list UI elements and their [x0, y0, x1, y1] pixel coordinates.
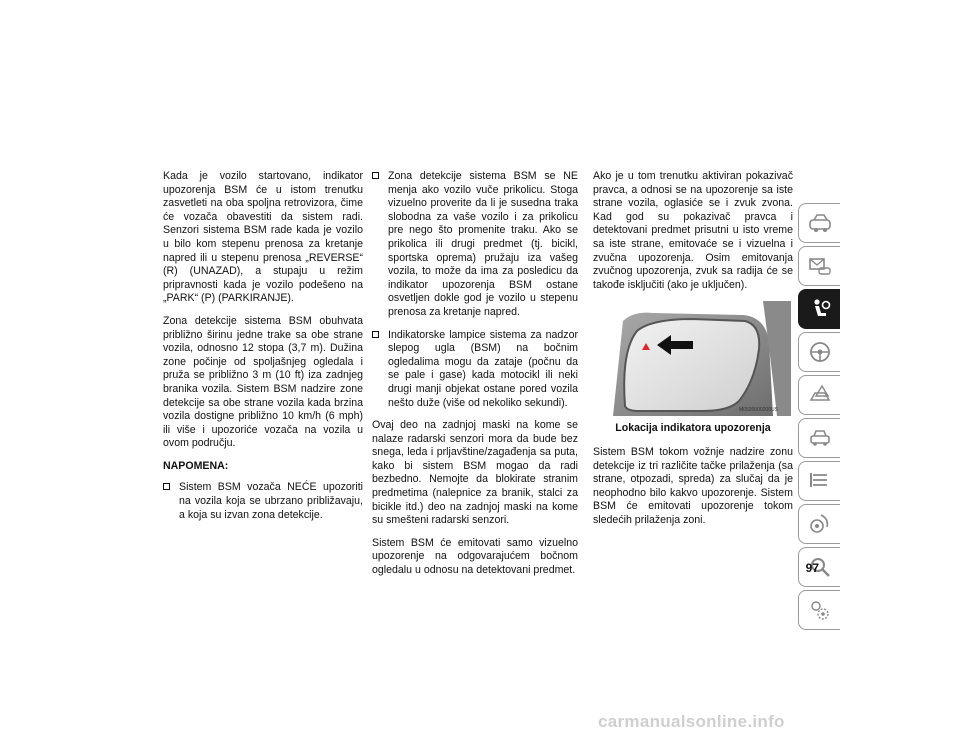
- tab-multimedia[interactable]: [798, 504, 840, 544]
- figure-code: M0520000200US: [739, 407, 778, 414]
- car-warning-icon: [807, 382, 833, 408]
- tab-language-settings[interactable]: [798, 590, 840, 630]
- paragraph: Sistem BSM tokom vožnje nadzire zonu detekcije iz tri različite tačke prilaženja (sa strane, otpozadi, spreda) za slučaj da je neophodno bilo kakvo upozorenje. Sistem BSM će emitovati upozorenje tokom sledećih prilaženja zoni.: [593, 445, 793, 526]
- paragraph: Ako je u tom trenutku aktiviran pokazivač pravca, a odnosi se na upozorenje sa iste strane vozila, oglasiće se i zvuk zvona. Kad god su pokazivač pravca i detektovani predmet prisutni u isto vreme sa iste strane, emitovaće se i vizuelna i zvučna upozorenja. Osim emitovanja zvučnog upozorenja, zvuk sa radija će se takođe isključiti (ako je uključen).: [593, 170, 793, 291]
- tab-maintenance-checklist[interactable]: [798, 461, 840, 501]
- tab-car-mail[interactable]: [798, 246, 840, 286]
- tab-car-warning[interactable]: [798, 375, 840, 415]
- car-service-icon: [807, 425, 833, 451]
- maintenance-checklist-icon: [807, 468, 833, 494]
- paragraph: Kada je vozilo startovano, indikator upozorenja BSM će u istom trenutku zasvetleti na oba spoljna retrovizora, čime će vozača obavestiti da sistem radi. Senzori sistema BSM rade kada je vozilo u bilo kom stepenu prenosa za kretanje napred ili u stepenu prenosa „REVERSE“ (R) (UNAZAD), a stupaju u režim pripravnosti kada je vozilo podešeno na „PARK“ (P) (PARKIRANJE).: [163, 170, 363, 305]
- column-1: [163, 170, 363, 531]
- airbag-seat-icon: [807, 296, 833, 322]
- steering-wheel-icon: [807, 339, 833, 365]
- column-3: [593, 170, 793, 537]
- note-bullet: [163, 481, 363, 522]
- figure-caption: Lokacija indikatora upozorenja: [615, 422, 771, 435]
- multimedia-icon: [807, 511, 833, 537]
- bullet-item: [372, 329, 578, 411]
- watermark: carmanualsonline.info: [598, 712, 785, 731]
- car-dashboard-icon: [807, 210, 833, 236]
- bullet-text: Zona detekcije sistema BSM se NE menja ako vozilo vuče prikolicu. Stoga vizuelno proverite da li je susedna traka slobodna za vaše vozilo i za prikolicu pre nego što promenite traku. Ako se prikolica ili drugi predmet (tj. bicikl, sportska oprema) pružaju iza vašeg vozila, to može da ima za posledicu da indikator upozorenja BSM ostane osvetljen dokle god je vozilo u stepenu prenosa za kretanje napred.: [388, 170, 578, 318]
- tab-car-service[interactable]: [798, 418, 840, 458]
- tab-car-dashboard[interactable]: [798, 203, 840, 243]
- page-number: 97: [805, 561, 819, 575]
- side-mirror-illustration: [593, 301, 791, 416]
- column-2: [372, 170, 578, 587]
- tab-airbag-seat[interactable]: [798, 289, 840, 329]
- checkbox-bullet-icon: [372, 172, 379, 179]
- bullet-text: Sistem BSM vozača NEĆE upozoriti na vozila koja se ubrzano približavaju, a koja su izvan zona detekcije.: [179, 481, 363, 521]
- tab-steering-wheel[interactable]: [798, 332, 840, 372]
- language-settings-icon: [807, 597, 833, 623]
- checkbox-bullet-icon: [163, 483, 170, 490]
- bullet-item: [372, 170, 578, 320]
- paragraph: Ovaj deo na zadnjoj maski na kome se nalaze radarski senzori mora da bude bez snega, leda i prljavštine/zagađenja sa puta, kako bi sistem BSM mogao da radi bezbedno. Nemojte da blokirate stranim predmetima (nalepnice za branik, stalci za bicikle itd.) deo na zadnjoj maski na kome su smešteni radarski senzori.: [372, 419, 578, 527]
- mirror-figure: [593, 301, 791, 416]
- checkbox-bullet-icon: [372, 331, 379, 338]
- paragraph: Sistem BSM će emitovati samo vizuelno upozorenje na odgovarajućem bočnom ogledalu u odnosu na detektovani predmet.: [372, 536, 578, 577]
- paragraph: Zona detekcije sistema BSM obuhvata približno širinu jedne trake sa obe strane vozila, odnosno 12 stopa (3,7 m). Dužina zone počinje od spoljašnjeg ogledala i pruža se približno 3 m (10 ft) iza zadnjeg branika vozila. Sistem BSM nadzire zone detekcije sa obe strane vozila kada brzina vozila dostigne približno 10 km/h (6 mph) ili više i upozoriće vozača na vozila u ovom području.: [163, 314, 363, 450]
- bullet-text: Indikatorske lampice sistema za nadzor slepog ugla (BSM) na bočnim ogledalima mogu da zataje (počnu da se pale i gase) kada motocikl ili neki drugi manji objekat ostane pored vozila nešto duže (više od nekoliko sekundi).: [388, 328, 578, 409]
- note-heading: NAPOMENA:: [163, 459, 229, 472]
- car-mail-icon: [807, 253, 833, 279]
